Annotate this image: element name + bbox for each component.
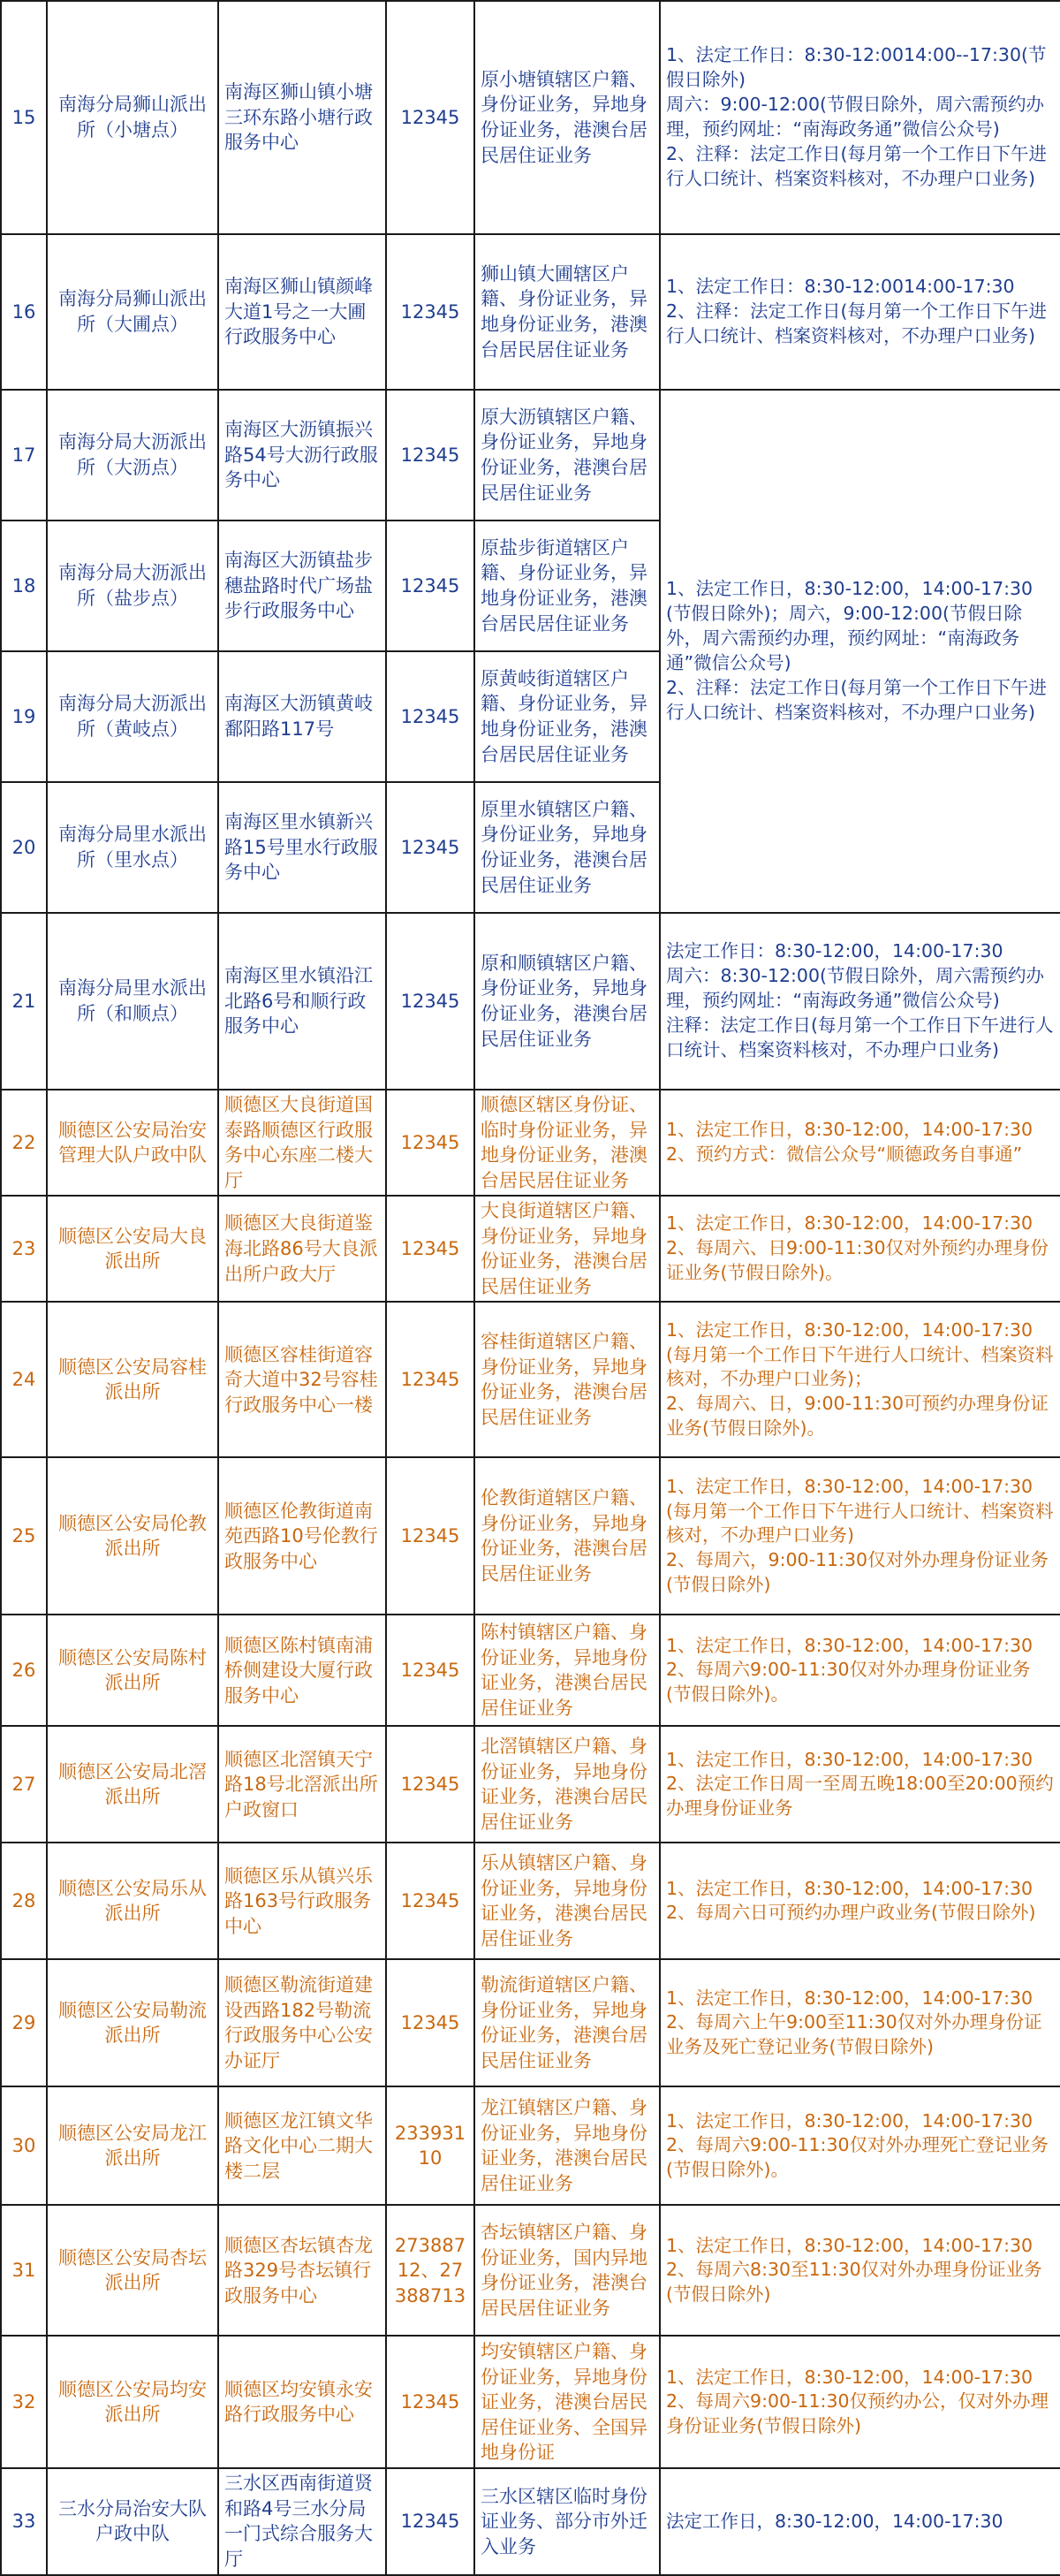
phone: 12345 xyxy=(386,1,474,234)
row-number: 21 xyxy=(1,913,47,1090)
table-row xyxy=(1,1726,1060,1843)
working-hours: 法定工作日，8:30-12:00，14:00-17:30 xyxy=(660,2468,1060,2574)
phone: 23393110 xyxy=(386,2086,474,2205)
phone: 12345 xyxy=(386,1726,474,1843)
working-hours: 1、法定工作日，8:30-12:00，14:00-17:30(每月第一个工作日下午进行人口统计、档案资料核对，不办理户口业务) 2、每周六，9:00-11:30仅对外办理身份证业务(节假日除外) xyxy=(660,1457,1060,1615)
service-scope: 乐从镇辖区户籍、身份证业务，异地身份证业务，港澳台居民居住证业务 xyxy=(474,1843,660,1959)
table-row xyxy=(1,2468,1060,2574)
row-number: 31 xyxy=(1,2205,47,2336)
service-scope: 三水区辖区临时身份证业务、部分市外迁入业务 xyxy=(474,2468,660,2574)
row-number: 33 xyxy=(1,2468,47,2574)
service-scope: 原里水镇辖区户籍、身份证业务，异地身份证业务，港澳台居民居住证业务 xyxy=(474,782,660,913)
service-scope: 杏坛镇辖区户籍、身份证业务，国内异地身份证业务，港澳台居民居住证业务 xyxy=(474,2205,660,2336)
address: 顺德区均安镇永安路行政服务中心 xyxy=(218,2336,386,2468)
phone: 12345 xyxy=(386,1615,474,1726)
unit-name: 三水分局治安大队户政中队 xyxy=(47,2468,218,2574)
phone: 12345 xyxy=(386,521,474,651)
table-row xyxy=(1,1090,1060,1196)
table-row xyxy=(1,1959,1060,2086)
row-number: 26 xyxy=(1,1615,47,1726)
row-number: 25 xyxy=(1,1457,47,1615)
phone: 12345 xyxy=(386,1302,474,1457)
service-scope: 原大沥镇辖区户籍、身份证业务，异地身份证业务，港澳台居民居住证业务 xyxy=(474,390,660,521)
phone: 12345 xyxy=(386,1196,474,1302)
table-row xyxy=(1,1457,1060,1615)
working-hours: 1、法定工作日，8:30-12:00，14:00-17:30 2、每周六上午9:00至11:30仅对外办理身份证业务及死亡登记业务(节假日除外) xyxy=(660,1959,1060,2086)
row-number: 29 xyxy=(1,1959,47,2086)
address: 顺德区大良街道国泰路顺德区行政服务中心东座二楼大厅 xyxy=(218,1090,386,1196)
address: 顺德区龙江镇文华路文化中心二期大楼二层 xyxy=(218,2086,386,2205)
row-number: 17 xyxy=(1,390,47,521)
unit-name: 顺德区公安局大良派出所 xyxy=(47,1196,218,1302)
working-hours: 1、法定工作日，8:30-12:00，14:00-17:30 2、每周六日可预约办理户政业务(节假日除外) xyxy=(660,1843,1060,1959)
phone: 12345 xyxy=(386,2336,474,2468)
unit-name: 南海分局里水派出所（和顺点） xyxy=(47,913,218,1090)
table-row xyxy=(1,1843,1060,1959)
working-hours: 1、法定工作日：8:30-12:0014:00-17:30 2、注释：法定工作日(每月第一个工作日下午进行人口统计、档案资料核对，不办理户口业务) xyxy=(660,234,1060,390)
working-hours: 1、法定工作日，8:30-12:00，14:00-17:30 2、每周六9:00-11:30仅对外办理死亡登记业务(节假日除外)。 xyxy=(660,2086,1060,2205)
row-number: 19 xyxy=(1,651,47,782)
phone: 12345 xyxy=(386,390,474,521)
service-scope: 均安镇辖区户籍、身份证业务，异地身份证业务，港澳台居民居住证业务、全国异地身份证 xyxy=(474,2336,660,2468)
row-number: 15 xyxy=(1,1,47,234)
working-hours: 1、法定工作日，8:30-12:00，14:00-17:30 2、每周六9:00-11:30仅对外办理身份证业务(节假日除外)。 xyxy=(660,1615,1060,1726)
table-row xyxy=(1,2086,1060,2205)
working-hours: 1、法定工作日，8:30-12:00，14:00-17:30(节假日除外)；周六，9:00-12:00(节假日除外，周六需预约办理，预约网址：“南海政务通”微信公众号) 2、注释：法定工作日(每月第一个工作日下午进行人口统计、档案资料核对，不办理户口业务) xyxy=(660,390,1060,913)
unit-name: 南海分局里水派出所（里水点） xyxy=(47,782,218,913)
working-hours: 1、法定工作日：8:30-12:0014:00--17:30(节假日除外) 周六：9:00-12:00(节假日除外，周六需预约办理，预约网址：“南海政务通”微信公众号) 2、注释：法定工作日(每月第一个工作日下午进行人口统计、档案资料核对，不办理户口业务) xyxy=(660,1,1060,234)
table-row xyxy=(1,1302,1060,1457)
row-number: 23 xyxy=(1,1196,47,1302)
row-number: 22 xyxy=(1,1090,47,1196)
address: 南海区狮山镇小塘三环东路小塘行政服务中心 xyxy=(218,1,386,234)
table-row xyxy=(1,390,1060,521)
row-number: 18 xyxy=(1,521,47,651)
service-scope: 容桂街道辖区户籍、身份证业务，异地身份证业务，港澳台居民居住证业务 xyxy=(474,1302,660,1457)
unit-name: 顺德区公安局北滘派出所 xyxy=(47,1726,218,1843)
unit-name: 南海分局大沥派出所（盐步点） xyxy=(47,521,218,651)
phone: 12345 xyxy=(386,1959,474,2086)
phone: 12345 xyxy=(386,913,474,1090)
row-number: 32 xyxy=(1,2336,47,2468)
service-scope: 龙江镇辖区户籍、身份证业务，异地身份证业务，港澳台居民居住证业务 xyxy=(474,2086,660,2205)
unit-name: 南海分局大沥派出所（黄岐点） xyxy=(47,651,218,782)
phone: 12345 xyxy=(386,1090,474,1196)
address: 顺德区陈村镇南浦桥侧建设大厦行政服务中心 xyxy=(218,1615,386,1726)
phone: 12345 xyxy=(386,234,474,390)
unit-name: 顺德区公安局杏坛派出所 xyxy=(47,2205,218,2336)
row-number: 28 xyxy=(1,1843,47,1959)
working-hours: 1、法定工作日，8:30-12:00，14:00-17:30 2、预约方式：微信公众号“顺德政务自事通” xyxy=(660,1090,1060,1196)
unit-name: 顺德区公安局乐从派出所 xyxy=(47,1843,218,1959)
phone: 12345 xyxy=(386,1457,474,1615)
row-number: 16 xyxy=(1,234,47,390)
row-number: 27 xyxy=(1,1726,47,1843)
service-scope: 原黄岐街道辖区户籍、身份证业务，异地身份证业务，港澳台居民居住证业务 xyxy=(474,651,660,782)
address: 顺德区乐从镇兴乐路163号行政服务中心 xyxy=(218,1843,386,1959)
unit-name: 顺德区公安局陈村派出所 xyxy=(47,1615,218,1726)
unit-name: 顺德区公安局均安派出所 xyxy=(47,2336,218,2468)
phone: 12345 xyxy=(386,782,474,913)
phone: 12345 xyxy=(386,651,474,782)
address: 南海区大沥镇振兴路54号大沥行政服务中心 xyxy=(218,390,386,521)
service-scope: 伦教街道辖区户籍、身份证业务，异地身份证业务，港澳台居民居住证业务 xyxy=(474,1457,660,1615)
table-row xyxy=(1,2336,1060,2468)
address: 顺德区伦教街道南苑西路10号伦教行政服务中心 xyxy=(218,1457,386,1615)
service-scope: 原小塘镇辖区户籍、身份证业务，异地身份证业务，港澳台居民居住证业务 xyxy=(474,1,660,234)
working-hours: 1、法定工作日，8:30-12:00，14:00-17:30 2、每周六、日9:00-11:30仅对外预约办理身份证业务(节假日除外)。 xyxy=(660,1196,1060,1302)
phone: 12345 xyxy=(386,2468,474,2574)
unit-name: 顺德区公安局治安管理大队户政中队 xyxy=(47,1090,218,1196)
address: 南海区里水镇沿江北路6号和顺行政服务中心 xyxy=(218,913,386,1090)
unit-name: 顺德区公安局容桂派出所 xyxy=(47,1302,218,1457)
service-scope: 狮山镇大圃辖区户籍、身份证业务，异地身份证业务，港澳台居民居住证业务 xyxy=(474,234,660,390)
address: 顺德区北滘镇天宁路18号北滘派出所户政窗口 xyxy=(218,1726,386,1843)
working-hours: 1、法定工作日，8:30-12:00，14:00-17:30(每月第一个工作日下午进行人口统计、档案资料核对，不办理户口业务)； 2、每周六、日，9:00-11:30可预约办理身份证业务(节假日除外)。 xyxy=(660,1302,1060,1457)
address: 顺德区容桂街道容奇大道中32号容桂行政服务中心一楼 xyxy=(218,1302,386,1457)
table-row xyxy=(1,1196,1060,1302)
address: 顺德区杏坛镇杏龙路329号杏坛镇行政服务中心 xyxy=(218,2205,386,2336)
service-scope: 北滘镇辖区户籍、身份证业务，异地身份证业务，港澳台居民居住证业务 xyxy=(474,1726,660,1843)
phone: 12345 xyxy=(386,1843,474,1959)
row-number: 30 xyxy=(1,2086,47,2205)
address: 三水区西南街道贤和路4号三水分局一门式综合服务大厅 xyxy=(218,2468,386,2574)
row-number: 20 xyxy=(1,782,47,913)
address: 南海区大沥镇盐步穗盐路时代广场盐步行政服务中心 xyxy=(218,521,386,651)
working-hours: 法定工作日：8:30-12:00，14:00-17:30 周六：8:30-12:00(节假日除外，周六需预约办理，预约网址：“南海政务通”微信公众号) 注释：法定工作日(每月第一个工作日下午进行人口统计、档案资料核对，不办理户口业务) xyxy=(660,913,1060,1090)
service-scope: 原和顺镇辖区户籍、身份证业务，异地身份证业务，港澳台居民居住证业务 xyxy=(474,913,660,1090)
unit-name: 南海分局狮山派出所（小塘点） xyxy=(47,1,218,234)
phone: 27388712、27388713 xyxy=(386,2205,474,2336)
address: 南海区狮山镇颜峰大道1号之一大圃行政服务中心 xyxy=(218,234,386,390)
address: 顺德区大良街道鉴海北路86号大良派出所户政大厅 xyxy=(218,1196,386,1302)
service-scope: 陈村镇辖区户籍、身份证业务，异地身份证业务，港澳台居民居住证业务 xyxy=(474,1615,660,1726)
service-scope: 原盐步街道辖区户籍、身份证业务，异地身份证业务，港澳台居民居住证业务 xyxy=(474,521,660,651)
unit-name: 顺德区公安局伦教派出所 xyxy=(47,1457,218,1615)
address: 顺德区勒流街道建设西路182号勒流行政服务中心公安办证厅 xyxy=(218,1959,386,2086)
working-hours: 1、法定工作日，8:30-12:00，14:00-17:30 2、法定工作日周一至周五晚18:00至20:00预约办理身份证业务 xyxy=(660,1726,1060,1843)
row-number: 24 xyxy=(1,1302,47,1457)
unit-name: 顺德区公安局龙江派出所 xyxy=(47,2086,218,2205)
unit-name: 南海分局狮山派出所（大圃点） xyxy=(47,234,218,390)
service-scope: 顺德区辖区身份证、临时身份证业务，异地身份证业务，港澳台居民居住证业务 xyxy=(474,1090,660,1196)
table-row xyxy=(1,234,1060,390)
working-hours: 1、法定工作日，8:30-12:00，14:00-17:30 2、每周六8:30至11:30仅对外办理身份证业务(节假日除外) xyxy=(660,2205,1060,2336)
table-row xyxy=(1,913,1060,1090)
table-row xyxy=(1,1,1060,234)
service-scope: 勒流街道辖区户籍、身份证业务，异地身份证业务，港澳台居民居住证业务 xyxy=(474,1959,660,2086)
working-hours: 1、法定工作日，8:30-12:00，14:00-17:30 2、每周六9:00-11:30仅预约办公，仅对外办理身份证业务(节假日除外) xyxy=(660,2336,1060,2468)
unit-name: 南海分局大沥派出所（大沥点） xyxy=(47,390,218,521)
address: 南海区里水镇新兴路15号里水行政服务中心 xyxy=(218,782,386,913)
service-scope: 大良街道辖区户籍、身份证业务，异地身份证业务，港澳台居民居住证业务 xyxy=(474,1196,660,1302)
address: 南海区大沥镇黄岐鄱阳路117号 xyxy=(218,651,386,782)
table-row xyxy=(1,1615,1060,1726)
unit-name: 顺德区公安局勒流派出所 xyxy=(47,1959,218,2086)
table-row xyxy=(1,2205,1060,2336)
